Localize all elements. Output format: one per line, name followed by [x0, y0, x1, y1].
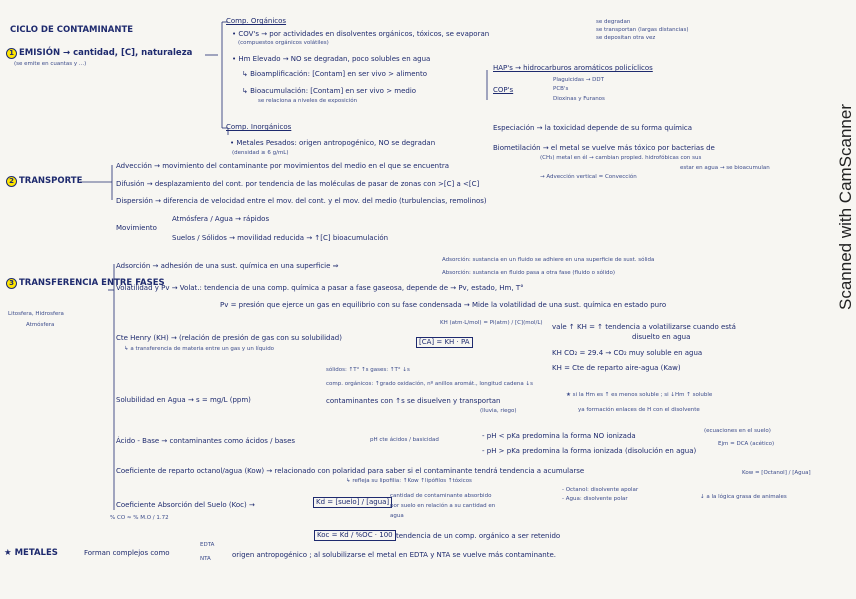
section-transferencia-sub1: Litosfera, Hidrosfera — [8, 311, 64, 317]
speciation-line: Especiación → la toxicidad depende de su forma química — [493, 124, 693, 132]
metals-complex-line: Forman complejos como — [84, 549, 170, 557]
solubility-side-2: ya formación enlaces de H con el disolvente — [578, 407, 700, 413]
section-transferencia-sub2: Atmósfera — [26, 322, 55, 328]
pka-side-2: Ejm = DCA (acético) — [718, 441, 775, 447]
movement-slow: Suelos / Sólidos → movilidad reducida → ↑[C] bioacumulación — [172, 234, 389, 242]
metals-title: ★ METALES — [4, 548, 58, 558]
section-transferencia-title: 3 TRANSFERENCIA ENTRE FASES — [6, 278, 165, 289]
cov-fate-3: se depositan otra vez — [596, 35, 656, 41]
kow-line: Coeficiente de reparto octanol/agua (Kow) → relacionado con polaridad para saber si el contaminante tendrá tendencia a acumularse — [116, 467, 585, 475]
cop-item-2: PCB's — [553, 86, 569, 92]
henry-formula: [CA] = KH · PA — [416, 337, 473, 348]
hap-label: HAP's → hidrocarburos aromáticos policíclicos — [493, 64, 653, 72]
movement-fast: Atmósfera / Agua → rápidos — [172, 215, 270, 223]
cov-subnote: (compuestos orgánicos volátiles) — [238, 40, 329, 46]
number-3-badge: 3 — [6, 278, 17, 289]
cop-item-3: Dioxinas y Furanos — [553, 96, 605, 102]
henry-note-1: vale ↑ KH = ↑ tendencia a volatilizarse cuando está — [552, 323, 736, 331]
organic-carbon-note: % CO ≈ % M.O / 1.72 — [110, 515, 169, 521]
cov-fate-2: se transportan (largas distancias) — [596, 27, 689, 33]
solubility-note-1: sólidos: ↑T° ↑s gases: ↑T° ↓s — [326, 367, 410, 373]
advection-line: Advección → movimiento del contaminante por movimientos del medio en el que se encuentra — [116, 162, 449, 170]
absorption-definition: Absorción: sustancia en fluido pasa a otra fase (fluido o sólido) — [442, 270, 616, 276]
biomethylation-line-2: (CH₃) metal en él → cambian propied. hidrofóbicas con sus — [540, 155, 702, 161]
bioaccumulation-line: ↳ Bioacumulación: [Contam] en ser vivo > medio — [242, 87, 417, 95]
dispersion-line: Dispersión → diferencia de velocidad entre el mov. del cont. y el mov. del medio (turbulencias, remolinos) — [116, 197, 487, 205]
pka-label: pH cte ácidos / basicidad — [370, 437, 439, 443]
adsorption-line: Adsorción → adhesión de una sust. química en una superficie ⇒ — [116, 262, 339, 270]
henry-line: Cte Henry (KH) → (relación de presión de gas con su solubilidad) — [116, 334, 342, 342]
hm-line: • Hm Elevado → NO se degradan, poco solubles en agua — [232, 55, 431, 63]
koc-formula: Koc = Kd / %OC · 100 — [314, 530, 396, 541]
henry-note-2: KH CO₂ = 29.4 → CO₂ muy soluble en agua — [552, 349, 703, 357]
organic-compounds-heading: Comp. Orgánicos — [226, 17, 287, 25]
henry-subnote: ↳ a transferencia de materia entre un gas y un líquido — [124, 346, 275, 352]
koc-line: Coeficiente Absorción del Suelo (Koc) → — [116, 501, 255, 509]
cov-fate-1: se degradan — [596, 19, 631, 25]
solubility-side-1: ★ si la Hm es ↑ es menos soluble ; si ↓Hm ↑ soluble — [566, 392, 713, 398]
kow-subnote: ↳ refleja su lipofilia: ↑Kow ↑lipófilos ↑tóxicos — [346, 478, 472, 484]
kd-text-1: cantidad de contaminante absorbido — [390, 493, 492, 499]
heavy-metals-density: (densidad ≥ 6 g/mL) — [232, 150, 289, 156]
solubility-note-2: comp. orgánicos: ↑grado oxidación, nº anillos aromát., longitud cadena ↓s — [326, 381, 533, 387]
adsorption-definition: Adsorción: sustancia en un fluido se adhiere en una superficie de sust. sólida — [442, 257, 655, 263]
edta-label: EDTA — [200, 542, 215, 548]
biomethylation-line-4: estar en agua → se bioacumulan — [680, 165, 770, 171]
section-emision-subtitle: (se emite en cuantas y ...) — [14, 61, 87, 67]
volatility-line: Volatilidad y Pv → Volat.: tendencia de una comp. química a pasar a fase gaseosa, depende de → Pv, estado, Hm, T° — [116, 284, 524, 292]
diffusion-line: Difusión → desplazamiento del cont. por tendencia de las moléculas de pasar de zonas con >[C] a <[C] — [116, 180, 480, 188]
inorganic-compounds-heading: Comp. Inorgánicos — [226, 123, 292, 131]
solubility-line: Solubilidad en Agua → s = mg/L (ppm) — [116, 396, 251, 404]
cop-label: COP's — [493, 86, 514, 94]
pka-rule-1: - pH < pKa predomina la forma NO ionizada — [482, 432, 636, 440]
section-transporte-title: 2 TRANSPORTE — [6, 176, 82, 187]
number-2-badge: 2 — [6, 176, 17, 187]
acid-base-line: Ácido - Base → contaminantes como ácidos / bases — [116, 437, 296, 445]
henry-note-3: KH = Cte de reparto aire-agua (Kaw) — [552, 364, 681, 372]
vapor-pressure-line: Pv = presión que ejerce un gas en equilibrio con su fase condensada → Mide la volatilidad de una sust. química en estado puro — [220, 301, 667, 309]
kd-text-2: por suelo en relación a su cantidad en — [390, 503, 496, 509]
section-emision-title: 1 EMISIÓN → cantidad, [C], naturaleza — [6, 48, 192, 59]
number-1-badge: 1 — [6, 48, 17, 59]
kow-formula: Kow = [Octanol] / [Agua] — [742, 470, 811, 476]
biomethylation-line: Biometilación → el metal se vuelve más tóxico por bacterias de — [493, 144, 715, 152]
bioaccumulation-subnote: se relaciona a niveles de exposición — [258, 98, 358, 104]
biomethylation-line-3: → Advección vertical = Convección — [540, 174, 637, 180]
kd-text-3: agua — [390, 513, 404, 519]
kow-water: - Agua: disolvente polar — [562, 496, 628, 502]
pka-rule-2: - pH > pKa predomina la forma ionizada (disolución en agua) — [482, 447, 697, 455]
movement-label: Movimiento — [116, 224, 157, 232]
solubility-note-3b: (lluvia, riego) — [480, 408, 517, 414]
pka-side-1: (ecuaciones en el suelo) — [704, 428, 771, 434]
cop-item-1: Plaguicidas → DDT — [553, 77, 604, 83]
cov-line: • COV's → por actividades en disolventes orgánicos, tóxicos, se evaporan — [232, 30, 490, 38]
solubility-note-3: contaminantes con ↑s se disuelven y transportan — [326, 397, 501, 405]
henry-units: KH (atm·L/mol) = Pi(atm) / [C](mol/L) — [440, 320, 543, 326]
henry-note-1b: disuelto en agua — [632, 333, 691, 341]
page-header: CICLO DE CONTAMINANTE — [10, 25, 134, 35]
bioamplification-line: ↳ Bioamplificación: [Contam] en ser vivo > alimento — [242, 70, 427, 78]
kd-formula: Kd = [suelo] / [agua] — [313, 497, 392, 508]
koc-text: tendencia de un comp. orgánico a ser retenido — [396, 532, 561, 540]
heavy-metals-line: • Metales Pesados: origen antropogénico, NO se degradan — [230, 139, 436, 147]
kow-side: ↓ a la lógica grasa de animales — [700, 494, 787, 500]
camscanner-watermark: Scanned with CamScanner — [836, 103, 855, 310]
nta-label: NTA — [200, 556, 211, 562]
kow-octanol: - Octanol: disolvente apolar — [562, 487, 639, 493]
metals-tail: origen antropogénico ; al solubilizarse el metal en EDTA y NTA se vuelve más contaminante. — [232, 551, 557, 559]
